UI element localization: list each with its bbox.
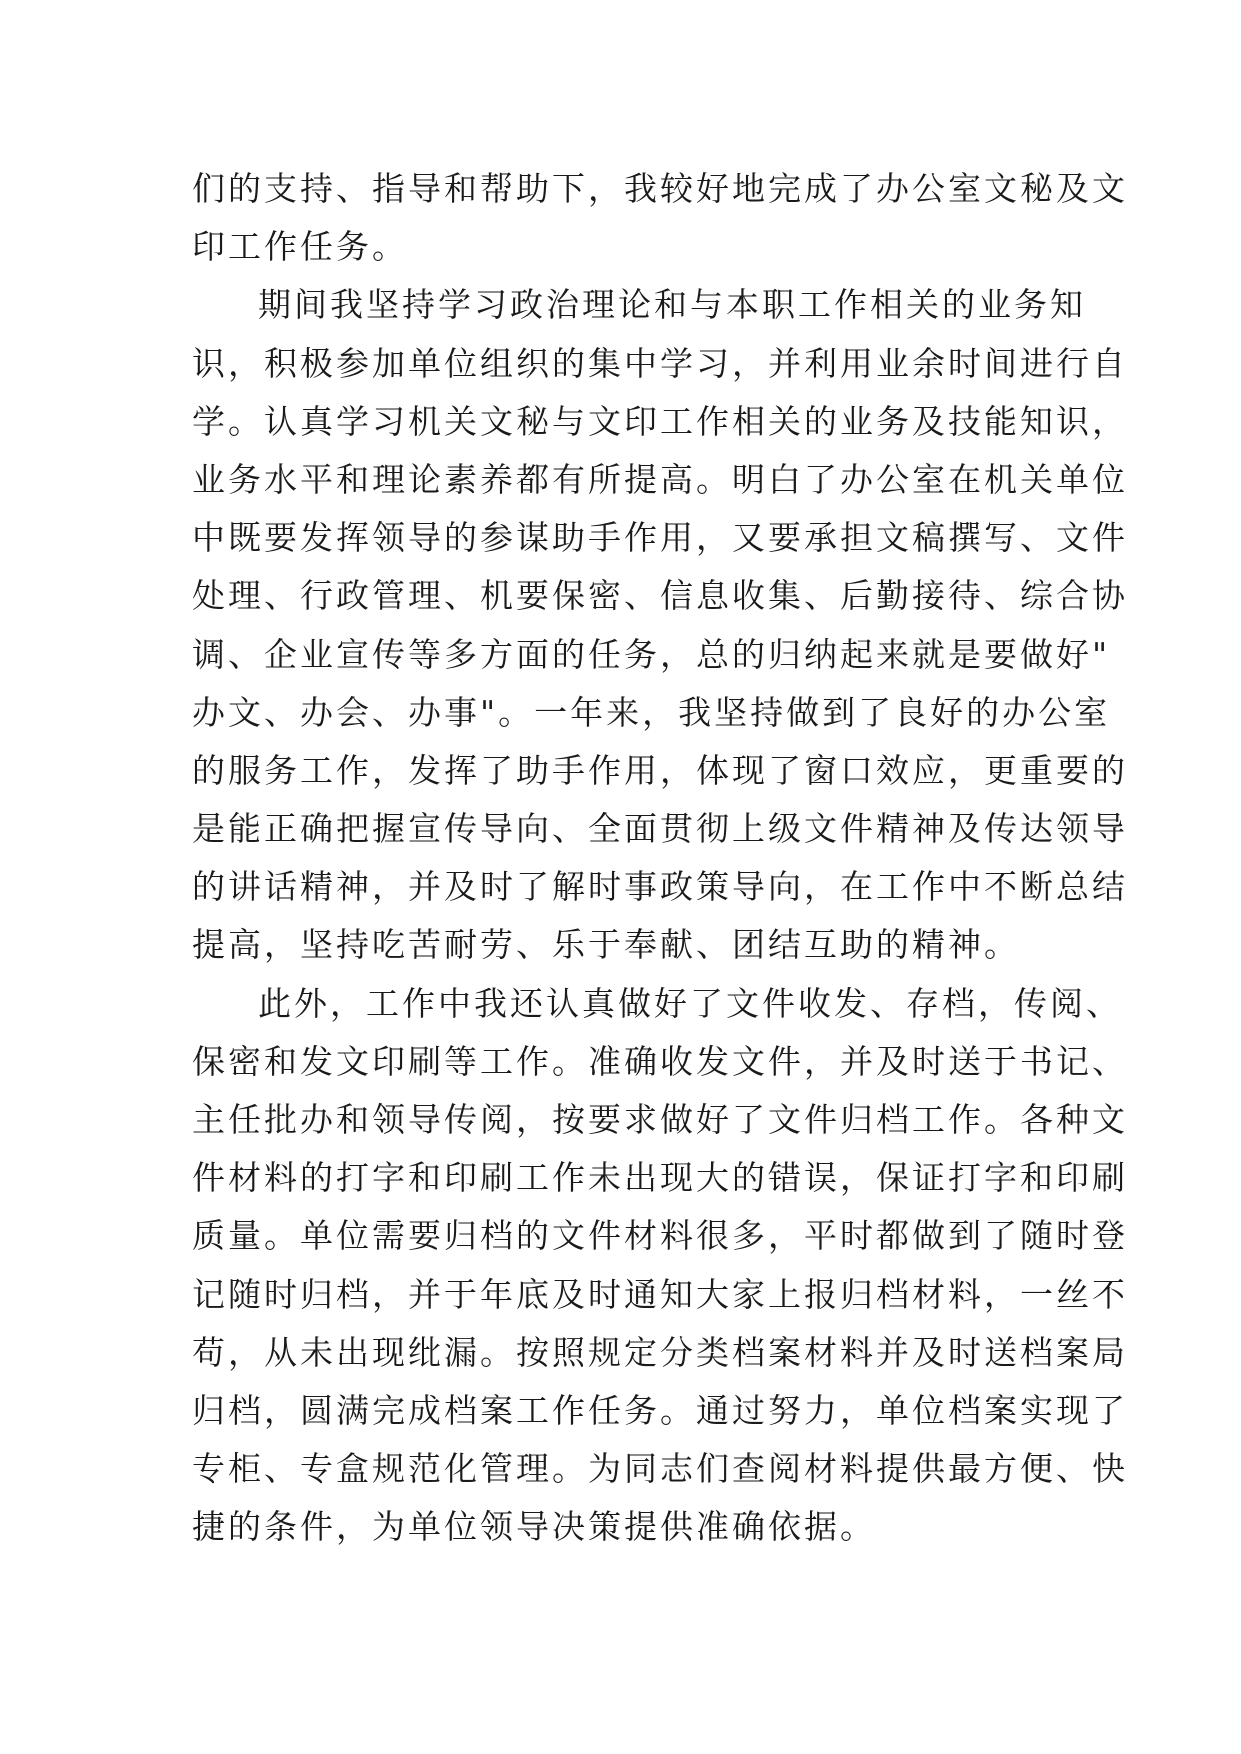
paragraph-3-line-5: 质量。单位需要归档的文件材料很多，平时都做到了随时登	[192, 1216, 1128, 1256]
paragraph-2-line-1: 期间我坚持学习政治理论和与本职工作相关的业务知	[258, 285, 1086, 325]
paragraph-3-line-8: 归档，圆满完成档案工作任务。通过努力，单位档案实现了	[192, 1390, 1128, 1430]
paragraph-3-line-2: 保密和发文印刷等工作。准确收发文件，并及时送于书记、	[192, 1041, 1128, 1081]
paragraph-2-line-3: 学。认真学习机关文秘与文印工作相关的业务及技能知识，	[192, 401, 1128, 441]
paragraph-3-line-6: 记随时归档，并于年底及时通知大家上报归档材料，一丝不	[192, 1274, 1128, 1314]
paragraph-3-line-7: 苟，从未出现纰漏。按照规定分类档案材料并及时送档案局	[192, 1332, 1128, 1372]
paragraph-3-line-9: 专柜、专盒规范化管理。为同志们查阅材料提供最方便、快	[192, 1449, 1128, 1489]
document-body	[192, 160, 1128, 1557]
paragraph-2-line-6: 处理、行政管理、机要保密、信息收集、后勤接待、综合协	[192, 576, 1128, 616]
paragraph-1-line-2: 印工作任务。	[192, 227, 408, 267]
paragraph-2-line-4: 业务水平和理论素养都有所提高。明白了办公室在机关单位	[192, 459, 1128, 499]
paragraph-3-line-3: 主任批办和领导传阅，按要求做好了文件归档工作。各种文	[192, 1100, 1128, 1139]
paragraph-2-line-7: 调、企业宣传等多方面的任务，总的归纳起来就是要做好"	[192, 634, 1111, 674]
paragraph-3-line-1: 此外，工作中我还认真做好了文件收发、存档，传阅、	[258, 983, 1122, 1023]
paragraph-2-line-9: 的服务工作，发挥了助手作用，体现了窗口效应，更重要的	[192, 750, 1128, 790]
paragraph-2-line-5: 中既要发挥领导的参谋助手作用，又要承担文稿撰写、文件	[192, 518, 1128, 558]
paragraph-1-line-1: 们的支持、指导和帮助下，我较好地完成了办公室文秘及文	[192, 169, 1128, 208]
paragraph-3-line-4: 件材料的打字和印刷工作未出现大的错误，保证打字和印刷	[192, 1158, 1128, 1198]
paragraph-2-line-11: 的讲话精神，并及时了解时事政策导向，在工作中不断总结	[192, 867, 1128, 907]
paragraph-2-line-12: 提高，坚持吃苦耐劳、乐于奉献、团结互助的精神。	[192, 925, 1020, 965]
paragraph-3-line-10: 捷的条件，为单位领导决策提供准确依据。	[192, 1507, 876, 1547]
paragraph-2-line-2: 识，积极参加单位组织的集中学习，并利用业余时间进行自	[192, 343, 1128, 383]
paragraph-2-line-10: 是能正确把握宣传导向、全面贯彻上级文件精神及传达领导	[192, 809, 1128, 849]
paragraph-2-line-8: 办文、办会、办事"。一年来，我坚持做到了良好的办公室	[192, 692, 1111, 732]
